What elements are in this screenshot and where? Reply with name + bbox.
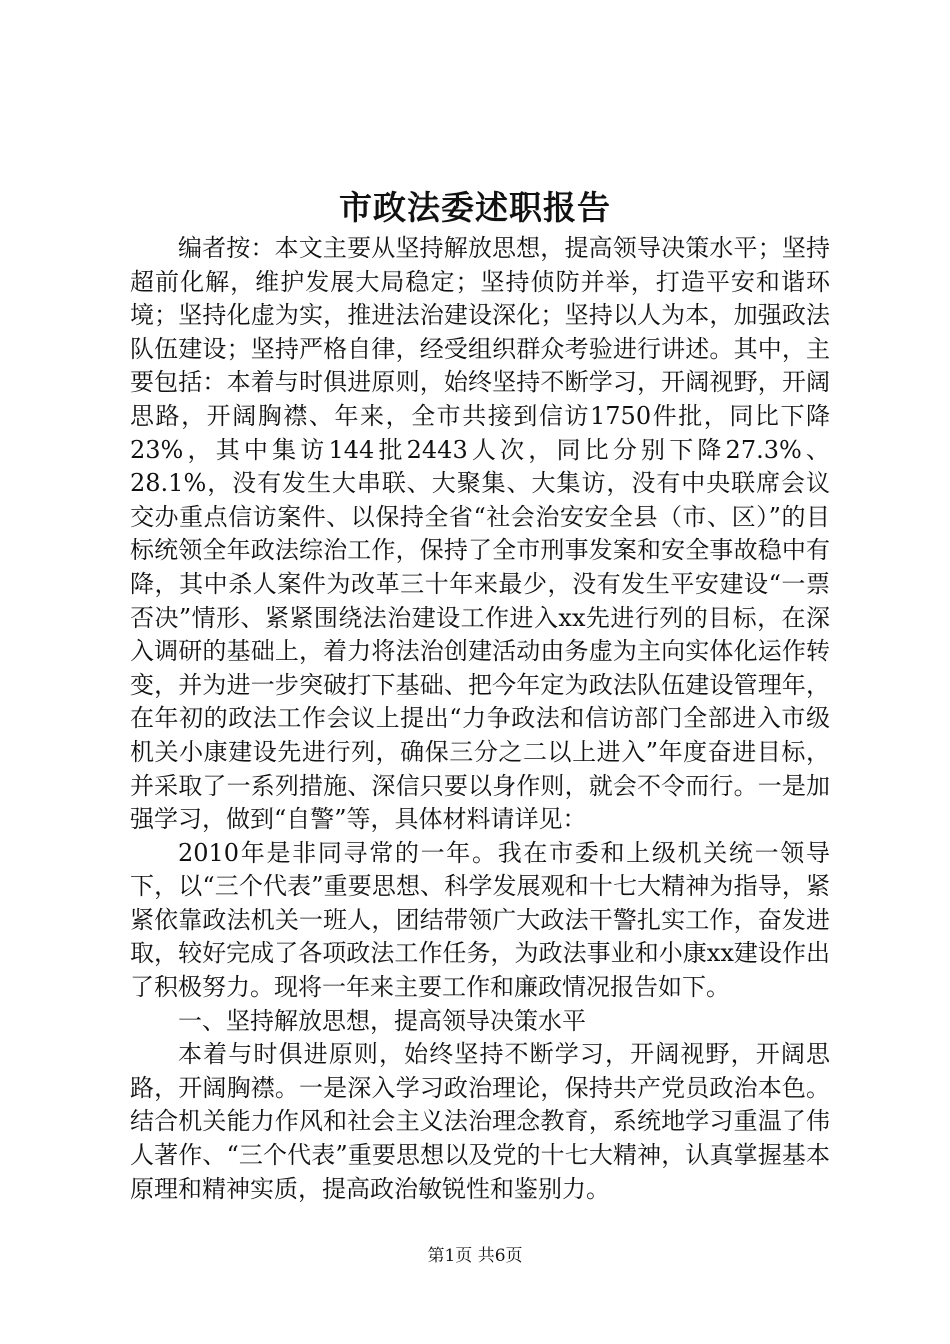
section-paragraph: 本着与时俱进原则，始终坚持不断学习，开阔视野，开阔思路，开阔胸襟。一是深入学习政治理论，保持共产党员政治本色。结合机关能力作风和社会主义法治理念教育，系统地学习重温了伟人著作、“三个代表”重要思想以及党的十七大精神，认真掌握基本原理和精神实质，提高政治敏锐性和鉴别力。 — [130, 1040, 830, 1203]
page-footer: 第1页 共6页 — [427, 1246, 523, 1266]
editor-note-paragraph: 编者按：本文主要从坚持解放思想，提高领导决策水平；坚持超前化解，维护发展大局稳定；坚持侦防并举，打造平安和谐环境；坚持化虚为实，推进法治建设深化；坚持以人为本，加强政法队伍建设；坚持严格自律，经受组织群众考验进行讲述。其中，主要包括：本着与时俱进原则，始终坚持不断学习，开阔视野，开阔思路，开阔胸襟、年来，全市共接到信访1750件批，同比下降23%，其中集访144批2443人次，同比分别下降27.3%、28.1%，没有发生大串联、大聚集、大集访，没有中央联席会议交办重点信访案件、以保持全省“社会治安安全县（市、区）”的目标统领全年政法综治工作，保持了全市刑事发案和安全事故稳中有降，其中杀人案件为改革三十年来最少，没有发生平安建设“一票否决”情形、紧紧围绕法治建设工作进入xx先进行列的目标，在深入调研的基础上，着力将法治创建活动由务虚为主向实体化运作转变，并为进一步突破打下基础、把今年定为政法队伍建设管理年，在年初的政法工作会议上提出“力争政法和信访部门全部进入市级机关小康建设先进行列，确保三分之二以上进入”年度奋进目标，并采取了一系列措施、深信只要以身作则，就会不令而行。一是加强学习，做到“自警”等，具体材料请详见： — [130, 234, 830, 834]
document-title: 市政法委述职报告 — [339, 188, 611, 227]
intro-paragraph: 2010年是非同寻常的一年。我在市委和上级机关统一领导下，以“三个代表”重要思想、科学发展观和十七大精神为指导，紧紧依靠政法机关一班人，团结带领广大政法干警扎实工作，奋发进取，较好完成了各项政法工作任务，为政法事业和小康xx建设作出了积极努力。现将一年来主要工作和廉政情况报告如下。 — [130, 838, 830, 1002]
section-heading: 一、坚持解放思想，提高领导决策水平 — [178, 1006, 586, 1035]
document-body — [130, 232, 830, 1206]
